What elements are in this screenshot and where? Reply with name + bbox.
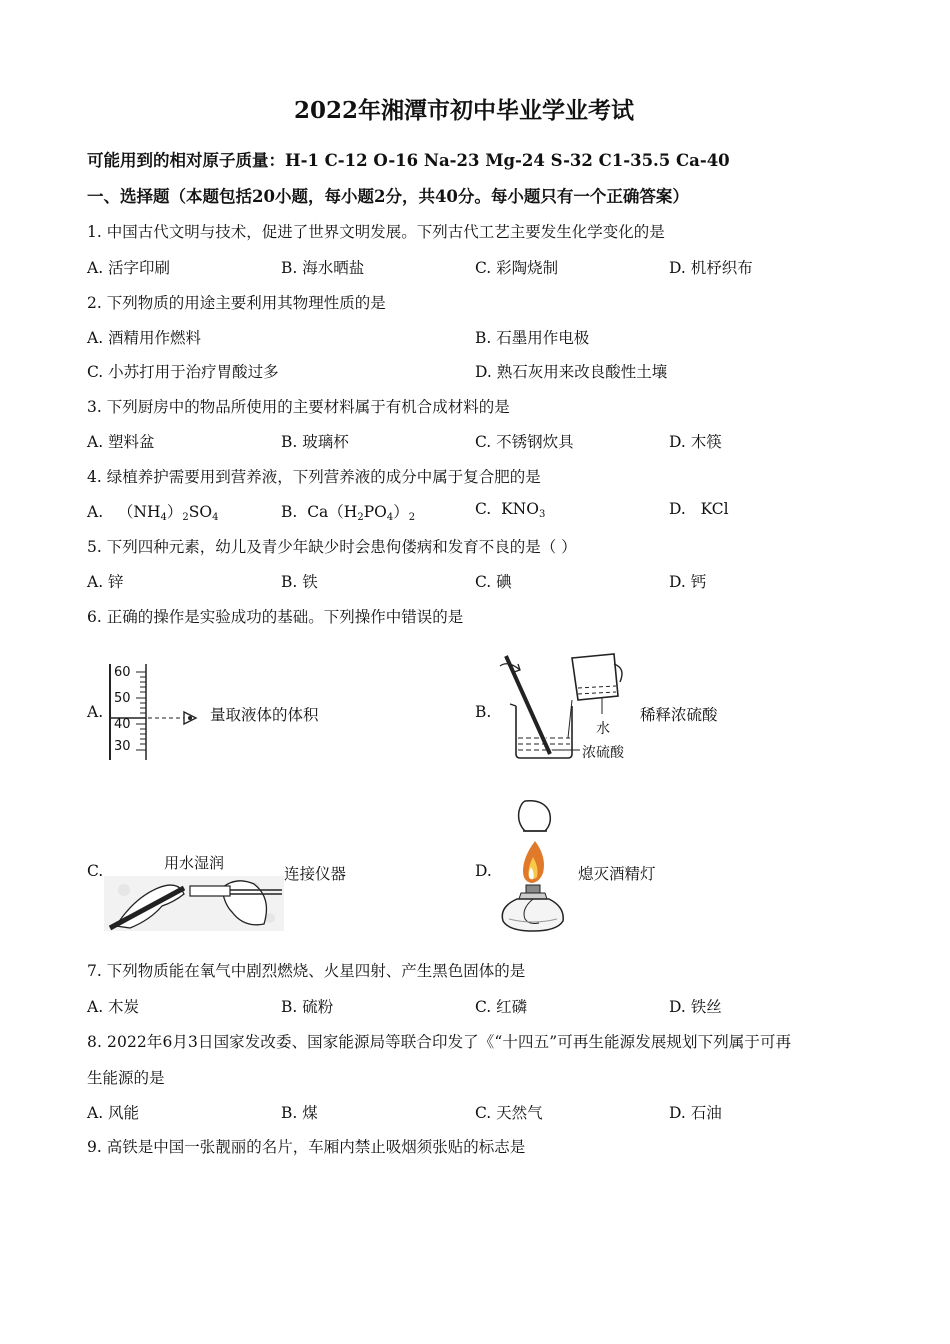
q3-option-b: B. 玻璃杯 xyxy=(281,433,349,451)
q5-option-a: A. 锌 xyxy=(87,573,124,591)
q8-option-d: D. 石油 xyxy=(669,1104,722,1122)
q8-option-c: C. 天然气 xyxy=(475,1104,543,1122)
question-1-stem: 1. 中国古代文明与技术，促进了世界文明发展。下列古代工艺主要发生化学变化的是 xyxy=(87,223,665,241)
q6-option-a-caption: 量取液体的体积 xyxy=(210,706,319,724)
q5-option-b: B. 铁 xyxy=(281,573,318,591)
question-3-stem: 3. 下列厨房中的物品所使用的主要材料属于有机合成材料的是 xyxy=(87,398,510,416)
q1-option-d: D. 机杼织布 xyxy=(669,259,753,277)
q3-option-d: D. 木筷 xyxy=(669,433,722,451)
q2-option-b: B. 石墨用作电极 xyxy=(475,329,590,347)
q8-option-a: A. 风能 xyxy=(87,1104,140,1122)
q2-option-c: C. 小苏打用于治疗胃酸过多 xyxy=(87,363,279,381)
question-6-stem: 6. 正确的操作是实验成功的基础。下列操作中错误的是 xyxy=(87,608,464,626)
q7-option-b: B. 硫粉 xyxy=(281,998,334,1016)
q6-option-a-letter: A. xyxy=(87,703,104,721)
q6-option-d-caption: 熄灭酒精灯 xyxy=(578,865,656,883)
q6-option-c-caption: 连接仪器 xyxy=(284,865,347,883)
q7-option-d: D. 铁丝 xyxy=(669,998,722,1016)
q1-option-c: C. 彩陶烧制 xyxy=(475,259,559,277)
page-title: 2022年湘潭市初中毕业学业考试 xyxy=(294,97,635,124)
water-label: 水 xyxy=(596,721,610,737)
tick-label-30: 30 xyxy=(114,739,131,754)
connect-apparatus-figure xyxy=(104,868,284,933)
question-9-stem: 9. 高铁是中国一张靓丽的名片，车厢内禁止吸烟须张贴的标志是 xyxy=(87,1138,526,1156)
question-4-stem: 4. 绿植养护需要用到营养液，下列营养液的成分中属于复合肥的是 xyxy=(87,468,541,486)
tick-label-40: 40 xyxy=(114,717,131,732)
q4-option-d: D. KCl xyxy=(669,500,729,518)
q4-option-c: C. $KNO_3$ xyxy=(475,500,546,520)
q5-option-c: C. 碘 xyxy=(475,573,512,591)
question-7-stem: 7. 下列物质能在氧气中剧烈燃烧、火星四射、产生黑色固体的是 xyxy=(87,962,526,980)
q3-option-c: C. 不锈钢炊具 xyxy=(475,433,574,451)
q7-option-a: A. 木炭 xyxy=(87,998,140,1016)
wet-with-water-label: 用水湿润 xyxy=(164,854,225,872)
sulfuric-acid-label: 浓硫酸 xyxy=(582,745,624,761)
question-8-stem-line1: 8. 2022年6月3日国家发改委、国家能源局等联合印发了《“十四五”可再生能源发展规划下列属于可再 xyxy=(87,1033,792,1051)
question-8-stem-line2: 生能源的是 xyxy=(87,1069,165,1087)
question-5-stem: 5. 下列四种元素，幼儿及青少年缺少时会患佝偻病和发育不良的是（ ） xyxy=(87,538,577,556)
alcohol-lamp-figure xyxy=(495,797,565,935)
tick-label-60: 60 xyxy=(114,665,131,680)
atomic-mass-line: 可能用到的相对原子质量：H-1 C-12 O-16 Na-23 Mg-24 S-32 C1-35.5 Ca-40 xyxy=(87,151,730,170)
q1-option-b: B. 海水晒盐 xyxy=(281,259,365,277)
q7-option-c: C. 红磷 xyxy=(475,998,528,1016)
q2-option-d: D. 熟石灰用来改良酸性土壤 xyxy=(475,363,668,381)
question-2-stem: 2. 下列物质的用途主要利用其物理性质的是 xyxy=(87,294,386,312)
q6-option-b-caption: 稀释浓硫酸 xyxy=(640,706,718,724)
tick-label-50: 50 xyxy=(114,691,131,706)
q6-option-b-letter: B. xyxy=(475,703,492,721)
q4-option-b: B. $Ca(H_2PO_4)_2$ xyxy=(281,503,416,523)
q6-option-c-letter: C. xyxy=(87,862,104,880)
q1-option-a: A. 活字印刷 xyxy=(87,259,171,277)
q4-option-a: A. $(NH_4)_2SO_4$ xyxy=(87,503,219,523)
q2-option-a: A. 酒精用作燃料 xyxy=(87,329,202,347)
q8-option-b: B. 煤 xyxy=(281,1104,318,1122)
section-heading: 一、选择题（本题包括20小题，每小题2分，共40分。每小题只有一个正确答案） xyxy=(87,187,689,206)
q3-option-a: A. 塑料盆 xyxy=(87,433,155,451)
q5-option-d: D. 钙 xyxy=(669,573,707,591)
q6-option-d-letter: D. xyxy=(475,862,492,880)
